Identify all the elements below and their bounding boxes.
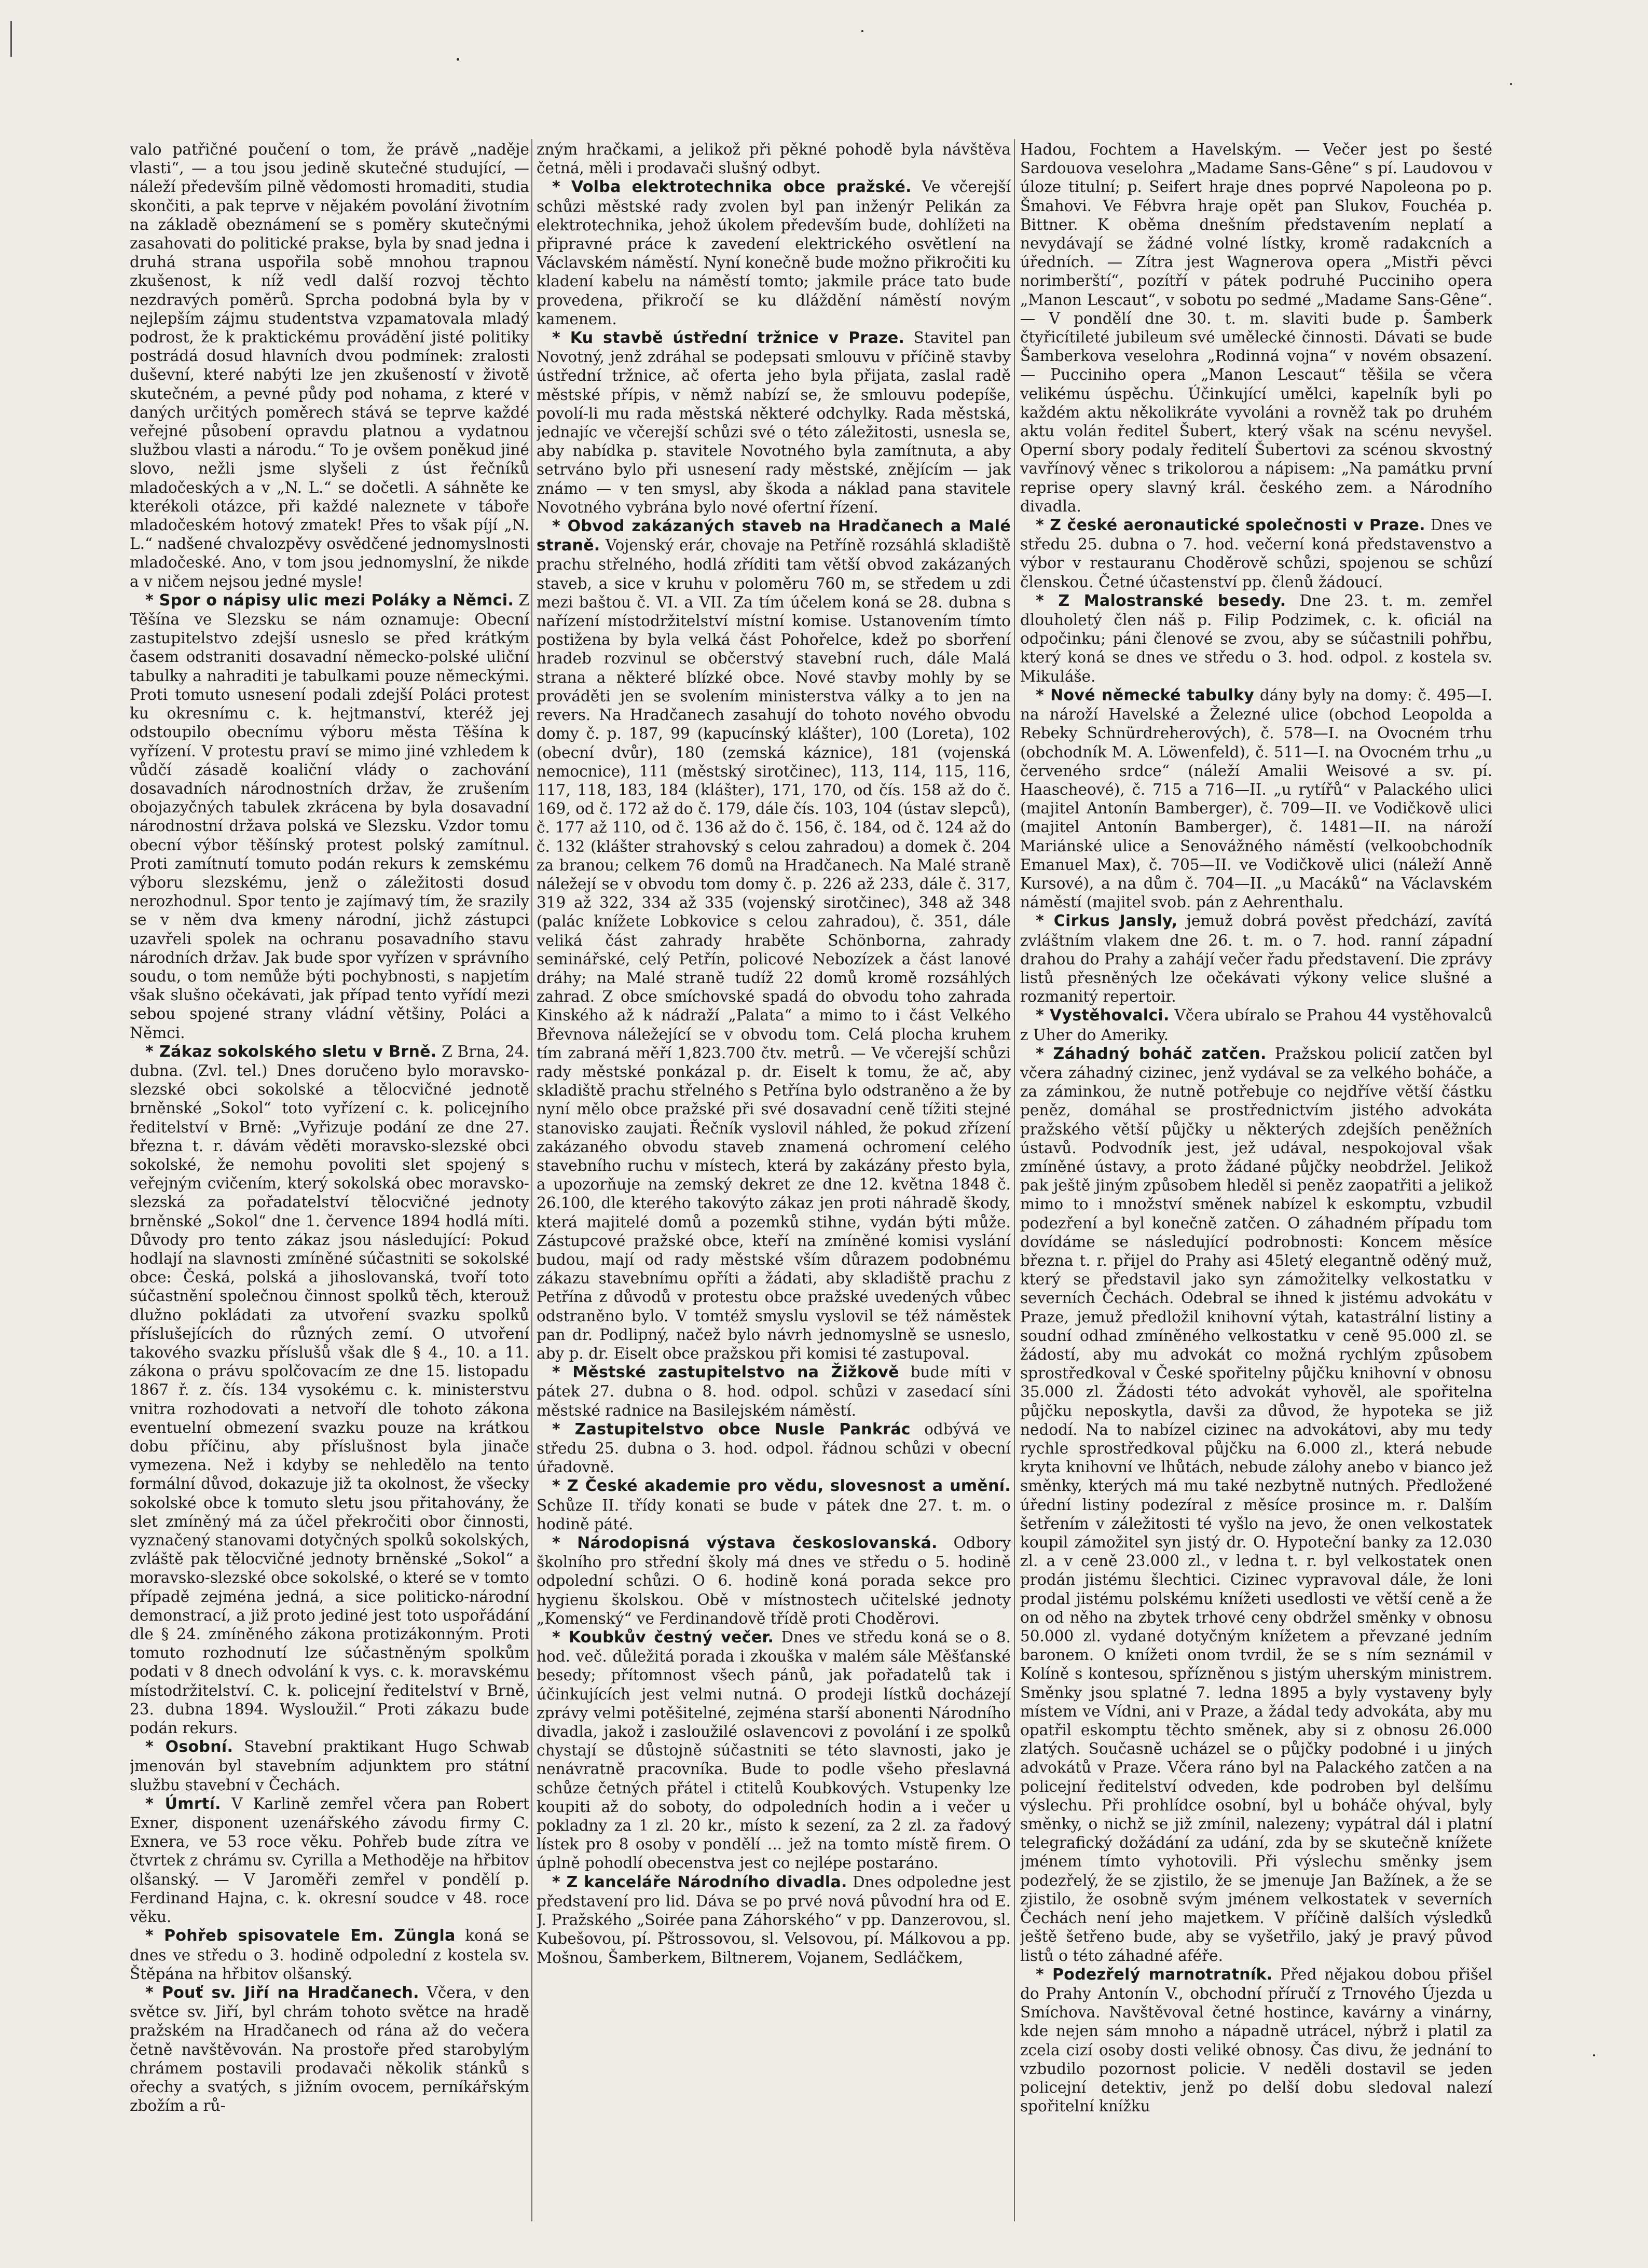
- article-heading: * Ku stavbě ústřední tržnice v Praze.: [552, 329, 905, 348]
- article-paragraph: [537, 140, 1011, 177]
- article-text: Z Těšína ve Slezsku se nám oznamuje: Obecní zastupitelstvo zdejší usneslo se před krátkým časem odstraniti dosavadní německo-polské uliční tabulky a nahraditi je tabulkami pouze německými. Proti tomuto usnesení podali zdejší Poláci protest ku okresnímu c. k. hejtmanství, kteréž jej odstoupilo obecnímu výboru města Těšína k vyřízení. V protestu praví se mimo jiné vzhledem k vůdčí zásadě koaliční vlády o zachování dosavadních národnostních držav, že zrušením obojazyčných tabulek zkrácena by byla dosavadní národnostní država polská ve Slezsku. Vzdor tomu obecní výbor těšínský protest polský zamítnul. Proti zamítnutí tomuto podán rekurs k zemskému výboru slezskému, jenž o záležitosti dosud nerozhodnul. Spor tento je zajímavý tím, že srazily se v něm dva kmeny národní, jichž zástupci uzavřeli spolek na ochranu posavadního stavu národních držav. Jak bude spor vyřízen v správního soudu, o tom nemůže býti pochybnosti, s napjetím však slušno očekávati, jak případ tento vyřídí mezi sebou spojené strany vládní většiny, Poláci a Němci.: [130, 591, 529, 1042]
- article-text: Včera, v den světce sv. Jiří, byl chrám tohoto světce na hradě pražském na Hradčanech od rána až do večera četně navštěvován. Na prostoře před starobylým chrámem postavili prodavači několik stánků s ořechy a svatých, s jižním ovocem, perníkářským zbožím a rů-: [130, 1983, 529, 2115]
- article-heading: * Úmrtí.: [145, 1794, 221, 1813]
- article-paragraph: [537, 328, 1011, 517]
- article-heading: * Z kanceláře Národního divadla.: [552, 1873, 847, 1891]
- article-paragraph: [1020, 140, 1492, 516]
- article-heading: * Cirkus Jansly,: [1036, 912, 1178, 931]
- article-heading: * Městské zastupitelstvo na Žižkově: [552, 1363, 899, 1382]
- article-heading: * Pohřeb spisovatele Em. Züngla: [145, 1927, 456, 1945]
- article-heading: * Spor o nápisy ulic mezi Poláky a Němci.: [145, 591, 514, 610]
- article-paragraph: [537, 1420, 1011, 1477]
- article-paragraph: [1020, 1006, 1492, 1044]
- scan-speck: [861, 30, 863, 32]
- article-paragraph: [537, 1628, 1011, 1873]
- article-heading: * Koubkův čestný večer.: [552, 1628, 774, 1647]
- article-heading: * Vystěhovalci.: [1036, 1006, 1170, 1025]
- article-text: odbývá ve středu 25. dubna o 3. hod. odpol. řádnou schůzi v obecní úřadovně.: [537, 1420, 1011, 1476]
- article-text: Odbory školního pro střední školy má dnes ve středu o 5. hodině odpolední schůzi. O 6. hodině koná porada sekce pro hygienu školskou. Obě v místnostech učitelské jednoty „Komenský“ ve Ferdinandově třídě proti Choděrovi.: [537, 1534, 1011, 1627]
- article-paragraph: [130, 1737, 529, 1794]
- article-text: zným hračkami, a jelikož při pěkné pohodě byla návštěva četná, měli i prodavači slušný odbyt.: [537, 141, 1011, 177]
- article-text: jemuž dobrá pověst předchází, zavítá zvláštním vlakem dne 26. t. m. o 7. hod. ranní západní drahou do Prahy a zahájí večer řadu představení. Die zprávy listů přesněných lze očekávati výkony velice slušné a rozmanitý repertoir.: [1020, 912, 1492, 1006]
- article-text: V Karlině zemřel včera pan Robert Exner, disponent uzenářského závodu firmy C. Exnera, ve 53 roce věku. Pohřeb bude zítra ve čtvrtek z chrámu sv. Cyrilla a Methoděje na hřbitov olšanský. — V Jaroměři zemřel v pondělí p. Ferdinand Hajna, c. k. okresní soudce v 48. roce věku.: [130, 1794, 529, 1926]
- article-heading: * Záhadný boháč zatčen.: [1036, 1044, 1267, 1063]
- article-paragraph: [1020, 1965, 1492, 2116]
- article-text: Včera ubíralo se Prahou 44 vystěhovalců z Uher do Ameriky.: [1020, 1006, 1492, 1044]
- article-text: Hadou, Fochtem a Havelským. — Večer jest po šesté Sardouova veselohra „Madame Sans-Gêne“ s pí. Laudovou v úloze titulní; p. Seifert hraje dnes poprvé Napoleona po p. Šmahovi. Ve Fébvra hraje opět pan Slukov, Fouchéa p. Bittner. K oběma dnešním představením neplatí a nevydávají se žádné volné lístky, kromě radakcních a úředních. — Zítra jest Wagnerova opera „Mistři pěvci norimberští“, pozítří v pátek podruhé Pucciniho opera „Manon Lescaut“, v sobotu po sedmé „Madame Sans-Gêne“. — V pondělí dne 30. t. m. slaviti bude p. Šamberk čtyřicítileté jubileum své umělecké činnosti. Dávati se bude Šamberkova veselohra „Rodinná vojna“ v novém obsazení. — Pucciniho opera „Manon Lescaut“ těšila se včera velikému úspěchu. Účinkující umělci, kapelník byli po každém aktu několikráte vyvoláni a rovněž tak po druhém aktu volán ředitel Šubert, který však na scénu nevyšel. Operní sbory podaly ředitelí Šubertovi za scénou skvostný vavřínový věnec s trikolorou a nápisem: „Na památku první reprise opery slavný král. českého zem. a Národního divadla.: [1020, 141, 1492, 515]
- article-paragraph: [130, 591, 529, 1042]
- article-paragraph: [537, 1476, 1011, 1533]
- article-heading: * Volba elektrotechnika obce pražské.: [552, 178, 912, 197]
- article-text: Před nějakou dobou přišel do Prahy Antonín V., obchodní příručí z Trnového Újezda u Smíchova. Navštěvoval četné hostince, kavárny a vinárny, kde nejen sám mnoho a nápadně utrácel, nýbrž i platil za zcela cizí osoby dosti veliké obnosy. Čas divu, že jednání to vzbudilo pozornost policie. V neděli dostavil se jeden policejní detektiv, jenž po delší dobu sledoval nalezí spořitelní knížku: [1020, 1965, 1492, 2115]
- article-text: Dnes odpoledne jest představení pro lid. Dáva se po prvé nová původní hra od E. J. Pražského „Soirée pana Záhorského“ v pp. Danzerovou, sl. Kubešovou, pí. Pštrossovou, sl. Velsovou, pí. Málkovou a pp. Mošnou, Šamberkem, Biltnerem, Vojanem, Sedláčkem,: [537, 1873, 1011, 1967]
- article-text: Z Brna, 24. dubna. (Zvl. tel.) Dnes doručeno bylo moravsko-slezské obci sokolské a tělocvičné jednotě brněnské „Sokol“ toto vyřízení c. k. policejního ředitelství v Brně: „Vyřizuje podání ze dne 27. března t. r. dávám věděti moravsko-slezské obci sokolské, že nemohu povoliti slet spojený s veřejným cvičením, který sokolská obec moravsko-slezská za pořadatelství tělocvičné jednoty brněnské „Sokol“ dne 1. července 1894 hodlá míti. Důvody pro tento zákaz jsou následující: Pokud hodlají na slavnosti zmíněné súčastniti se sokolské obce: Česká, polská a jihoslovanská, tvoří toto súčastnění společnou činnost spolků těch, kterouž dlužno pokládati za utvoření svazku spolků příslušejících do různých zemí. O utvoření takového svazku příslušů však dle § 4., 10. a 11. zákona o právu spolčovacím ze dne 15. listopadu 1867 ř. z. čís. 134 vysokému c. k. ministerstvu vnitra rozhodovati a netvoří dle tohoto zákona eventuelní obmezení svazku pouze na krátkou dobu příčinu, aby příslušnost byla jinače vymezena. Než i kdyby se nehledělo na tento formální důvod, dokazuje již ta okolnost, že všecky sokolské obce k tomuto sletu jsou přitahovány, že slet zmíněný má za účel překročiti obor činnosti, vyznačený stanovami dotyčných spolků sokolských, zvláště pak tělocvičné jednoty brněnské „Sokol“ a moravsko-slezské obce sokolské, o které se v tomto případě zejména jedná, a sice politicko-národní demonstrací, a již proto jediné jest toto uspořádání dle § 24. zmíněného zákona protizákonným. Proti tomuto rozhodnutí lze súčastněným spolkům podati v 8 dnech odvolání k vys. c. k. moravskému místodržitelství. C. k. policejní ředitelství v Brně, 23. dubna 1894. Wysloužil.“ Proti zákazu bude podán rekurs.: [130, 1042, 529, 1737]
- article-heading: * Zastupitelstvo obce Nusle Pankrác: [552, 1420, 911, 1439]
- article-text: koná se dnes ve středu o 3. hodině odpolední z kostela sv. Štěpána na hřbitov olšanský.: [130, 1927, 529, 1983]
- article-heading: * Obvod zakázaných staveb na Hradčanech a Malé straně.: [537, 517, 1011, 555]
- article-paragraph: [537, 1363, 1011, 1420]
- article-paragraph: [130, 1042, 529, 1738]
- scan-speck: [1593, 2054, 1595, 2056]
- article-paragraph: [537, 177, 1011, 328]
- article-text: Pražskou policií zatčen byl včera záhadný cizinec, jenž vydával se za velkého boháče, a za záminkou, že nutně potřebuje co nejdříve větší částku peněz, domáhal se prostřednictvím jistého advokáta pražského větší půjčky u některých zdejších peněžních ústavů. Podvodník jest, jež udával, nespokojoval však zmíněné ústavy, a proto žádané půjčky neobdržel. Jelikož pak ještě jiným způsobem hleděl si peněz zaopatřiti a jelikož mimo to i množství směnek nabízel k eskomptu, vzbudil podezření a byl konečně zatčen. O záhadném případu tom dovídáme se následující podrobnosti: Koncem měsíce března t. r. přijel do Prahy asi 45letý elegantně oděný muž, který se představil jako syn zámožitelky velkostatku v severních Čechách. Odebral se ihned k jistému advokátu v Praze, jemuž předložil knihovní výtah, katastrální listiny a soudní odhad zmíněného velkostatku v ceně 95.000 zl. se žádostí, aby mu advokát co možná rychlým způsobem sprostředkoval v České spořitelny půjčku knihovní v obnosu 35.000 zl. Žádosti této advokát vyhověl, ale spořitelna půjčku neposkytla, davši za důvod, že hypoteka se již nedodí. Na to nabízel cizinec na advokátovi, aby mu tedy rychle sprostředkoval půjčku na 6.000 zl., která nebude kryta knihovní ve lhůtách, nebude zálohy anebo v bianco jež směnky, kterých má mu také nezbytně nutných. Předložené úřední listiny podezíral z měsíce prosince m. r. Dalším šetřením v záležitosti té vyšlo na jevo, že onen velkostatek koupil zámožitel syn jistý dr. O. Hypoteční banky za 12.030 zl. a v ceně 23.000 zl., v ledna t. r. byl velkostatek onen prodán jistému šlechtici. Cizinec vypravoval dále, že loni prodal jistému polskému knížeti usedlosti ve větší ceně a že on od něho na zbytek trhové ceny obdržel směnky v obnosu 50.000 zl. vydané dotyčným knížetem a převzané jedním baronem. O knížeti onom tvrdil, že se s ním seznámil v Kolíně s kontesou, spřízněnou s jistým uherským ministrem. Směnky jsou splatné 7. ledna 1895 a byly vystaveny byly místem ve Vídni, ani v Praze, a žádal tedy advokáta, aby mu opatřil eskomptu těchto směnek, aby si z obnosu 26.000 zlatých. Současně ucházel se o půjčky podobné i u jiných advokátů v Praze. Včera ráno byl na Palackého zatčen a na policejní ředitelství odveden, kde podroben byl delšímu výslechu. Při prohlídce osobní, byl u boháče ohýval, byly směnky, o nichž se již zmínil, nalezeny; vypátral dál i platní telegrafický dožádání za udání, zda by se skutečně knížete jménem tímto vyhotovili. Při výslechu směnky jsem podezřelý, že se zjistilo, že se jmenuje Jan Bažínek, a že se zjistilo, že osobně svým jménem velkostatek v severních Čechách není jeho majetkem. V příčině dalších výsledků ještě šetřeno bude, aby se vyšetřilo, jaký je pravý původ listů o této záhadné aféře.: [1020, 1044, 1492, 1965]
- article-text: Ve včerejší schůzi městské rady zvolen byl pan inženýr Pelikán za elektrotechnika, jehož úkolem především bude, dohlížeti na připravné práce k zavedení elektrického osvětlení na Václavském náměstí. Nyní konečně bude možno přikročiti ku kladení kabelu na náměstí tomto; jakmile práce tato bude provedena, přikročí se ku dláždění náměstí novým kamenem.: [537, 178, 1011, 328]
- column-divider: [1014, 139, 1015, 2221]
- article-heading: * Nové německé tabulky: [1036, 686, 1255, 704]
- text-column-3: [1020, 140, 1492, 2226]
- article-paragraph: [1020, 1044, 1492, 1965]
- article-paragraph: [130, 1983, 529, 2115]
- article-paragraph: [1020, 516, 1492, 591]
- scan-speck: [457, 58, 459, 61]
- column-divider: [531, 139, 532, 2221]
- article-text: Stavitel pan Novotný, jenž zdráhal se podepsati smlouvu v příčině stavby ústřední tržnice, ač oferta jeho byla přijata, zaslal radě městské přípis, v němž nabízí se, že smlouvu podepíše, povolí-li mu rada městská některé odchylky. Rada městská, jednajíc ve včerejší schůzi své o této záležitosti, usnesla se, aby nabídka p. stavitele Novotného byla zamítnuta, a aby setrváno bylo při usnesení rady městské, znějícím — jak známo — v ten smysl, aby škoda a náklad pana stavitele Novotného vybrána bylo nové ofertní řízení.: [537, 329, 1011, 516]
- article-heading: * Z české aeronautické společnosti v Praze.: [1036, 516, 1425, 535]
- article-paragraph: [537, 1533, 1011, 1628]
- scan-speck: [10, 21, 12, 57]
- article-paragraph: [1020, 591, 1492, 686]
- article-heading: * Z České akademie pro vědu, slovesnost a umění.: [552, 1477, 1011, 1496]
- article-paragraph: [130, 1926, 529, 1983]
- article-text: Vojenský erár, chovaje na Petříně rozsáhlá skladiště prachu střelného, hodlá zříditi tam větší obvod zakázaných staveb, a sice v kruhu v poloměru 760 m, se středem u zdi mezi baštou č. VI. a VII. Za tím účelem koná se 28. dubna s nařízení místodržitelství místní komise. Ustanovením tímto postižena by byla velká část Pohořelce, kdež po sborření hradeb rozvinul se občerstvý stavební ruch, dále Malá strana a některé blízké obce. Nové stavby mohly by se prováděti jen se svolením ministerstva války a to jen na revers. Na Hradčanech zasahují do tohoto nového obvodu domy č. p. 187, 99 (kapucínský klášter), 100 (Loreta), 102 (obecní dvůr), 180 (zemská káznice), 181 (vojenská nemocnice), 111 (městský sirotčinec), 113, 114, 115, 116, 117, 118, 183, 184 (klášter), 171, 170, od čís. 158 až do č. 169, od č. 172 až do č. 179, dále čís. 103, 104 (ústav slepců), č. 177 až 110, od č. 136 až do č. 156, č. 184, od č. 124 až do č. 132 (klášter strahovský s celou zahradou) a domek č. 204 za branou; celkem 76 domů na Hradčanech. Na Malé straně náležejí se v obvodu tom domy č. p. 226 až 233, dále č. 317, 319 až 322, 334 až 335 (vojenský sirotčinec), 348 až 348 (palác knížete Lobkovice s celou zahradou), č. 351, dále veliká část zahrady hraběte Schönborna, zahrady seminářské, celý Petřín, policové Nebozízek a část lanové dráhy; na Malé straně tudíž 22 domů kromě rozsáhlých zahrad. Z obce smíchovské spadá do obvodu toho zahrada Kinského až k nádraží „Palata“ a mimo to i část Velkého Břevnova náležející se v obvodu tom. Celá plocha kruhem tím zabraná měří 1,823.700 čtv. metrů. — Ve včerejší schůzi rady městské ponkázal p. dr. Eiselt k tomu, že ač, aby skladiště prachu střelného s Petřína bylo odstraněno a že by nyní mělo obce pražské při své dosavadní ceně tížiti stejné stanovisko zaujati. Řečník vyslovil náhled, že pokud zřízení zakázaného obvodu staveb znamená ochromení celého stavebního ruchu v místech, která by zakázány přesto byla, a upozorňuje na zemský dekret ze dne 12. května 1848 č. 26.100, dle kterého takovýto zákaz jen proti náhradě škody, která majitelé domů a pozemků stihne, vydán býti může. Zástupcové pražské obce, kteří na zmíněné komisi vyslání budou, mají od rady městské vším důrazem podobnému zákazu stavebnímu opříti a žádati, aby skladiště prachu z Petřína z důvodů v protestu obce pražské uvedených vůbec odstraněno bylo. V tomtéž smyslu vyslovil se též náměstek pan dr. Podlipný, načež bylo návrh jednomyslně se usneslo, aby p. dr. Eiselt obce pražskou při komisi té zastupoval.: [537, 536, 1011, 1362]
- text-column-1: [130, 140, 529, 2226]
- article-heading: * Osobní.: [145, 1738, 234, 1757]
- article-paragraph: [537, 517, 1011, 1363]
- article-paragraph: [130, 1794, 529, 1926]
- article-paragraph: [1020, 686, 1492, 911]
- article-text: Stavební praktikant Hugo Schwab jmenován byl stavebním adjunktem pro státní službu stavební v Čechách.: [130, 1738, 529, 1794]
- text-column-2: [537, 140, 1011, 2226]
- article-heading: * Zákaz sokolského sletu v Brně.: [145, 1042, 437, 1061]
- article-text: dány byly na domy: č. 495—I. na nároží Havelské a Železné ulice (obchod Leopolda a Rebeky Schnürdreherových), č. 578—I. na Ovocném trhu (obchodník M. A. Löwenfeld), č. 511—I. na Ovocném trhu „u červeného srdce“ (náleží Amalii Weisové a sv. pí. Haascheové), č. 715 a 716—II. „u rytířů“ v Palackého ulici (majitel Antonín Bamberger), č. 709—II. ve Vodičkově ulici (majitel Antonín Bamberger), č. 1481—II. na nároží Mariánské ulice a Senovážného náměstí (velkoobchodník Emanuel Max), č. 705—II. ve Vodičkově ulici (náleží Anně Kursové), a na dům č. 704—II. „u Macáků“ na Václavském náměstí (majitel svob. pán z Aehrenthalu.: [1020, 686, 1492, 911]
- article-text: Dnes ve středu koná se o 8. hod. več. důležitá porada i zkouška v malém sále Měšťanské besedy; přítomnost všech pánů, jak pořadatelů tak i účinkujících jest velmi nutná. O prodeji lístků docházejí zprávy velmi potěšitelné, zejména starší abonenti Národního divadla, jakož i zasloužilé oslavencovi z povolání i ze spolků chystají se důstojně súčastniti se této slavnosti, jako je nenávratně pracovníka. Bude to podle všeho přeslavná schůze četných přátel i ctitelů Koubkových. Vstupenky lze koupiti až do soboty, do odpoledních hodin a i večer u pokladny za 1 zl. 20 kr., místo k sezení, za 2 zl. za řadový lístek pro 8 osoby v pondělí ... jež na tomto místě firem. O úplně pohodlí obecenstva jest co nejlépe postaráno.: [537, 1628, 1011, 1872]
- article-text: valo patřičné poučení o tom, že právě „naděje vlasti“, — a tou jsou jedině skutečné studující, — náleží především pilně vědomosti hromaditi, studia skončiti, a pak teprve v nějakém povolání životním na základě obeznámení se s poměry skutečnými zasahovati do politické prakse, byla by snad jedna i druhá strana uspořila sobě mnohou trapnou zkušenost, k níž vedl další rozvoj těchto nezdravých poměrů. Sprcha podobná byla by v nejlepším zájmu studentstva vzpamatovala mladý podrost, že k praktickému provádění jisté politiky postrádá dosud hlavních dvou podmínek: zralosti duševní, které nabýti lze jen zkušeností v životě skutečném, a pevné půdy pod nohama, z které v daných určitých poměrech stává se teprve každé veřejné působení opravdu platnou a vydatnou službou vlasti a národu.“ To je ovšem poněkud jiné slovo, nežli jsme slyšeli z úst řečníků mladočeských a v „N. L.“ se dočetli. A sáhněte ke kterékoli otázce, při každé naleznete v táboře mladočeském hotový zmatek! Přes to však píjí „N. L.“ nadšené chvalozpěvy osvědčené jednomyslnosti mladočeské. Ano, v tom jsou jednomyslní, že nikde a v ničem nejsou jedné mysle!: [130, 141, 529, 590]
- article-heading: * Z Malostranské besedy.: [1036, 591, 1286, 610]
- article-heading: * Národopisná výstava českoslovanská.: [552, 1534, 938, 1553]
- article-text: Schůze II. třídy konati se bude v pátek dne 27. t. m. o hodině páté.: [537, 1496, 1011, 1533]
- article-heading: * Podezřelý marnotratník.: [1036, 1965, 1273, 1984]
- article-heading: * Pouť sv. Jiří na Hradčanech.: [145, 1983, 419, 2002]
- article-paragraph: [1020, 911, 1492, 1006]
- scan-speck: [1510, 83, 1512, 85]
- article-text: Dnes ve středu 25. dubna o 7. hod. večerní koná představenstvo a výbor v restauranu Choděrově schůzi, spojenou se schůzí členskou. Četné účastenství pp. členů žádoucí.: [1020, 516, 1492, 591]
- article-paragraph: [130, 140, 529, 591]
- article-text: bude míti v pátek 27. dubna o 8. hod. odpol. schůzi v zasedací síni městské radnice na Basilejském náměstí.: [537, 1363, 1011, 1419]
- article-paragraph: [537, 1873, 1011, 1967]
- article-text: Dne 23. t. m. zemřel dlouholetý člen náš p. Filip Podzimek, c. k. oficiál na odpočinku; páni členové se zvou, aby se súčastnili pohřbu, který koná se dnes ve středu o 3. hod. odpol. z kostela sv. Mikuláše.: [1020, 591, 1492, 685]
